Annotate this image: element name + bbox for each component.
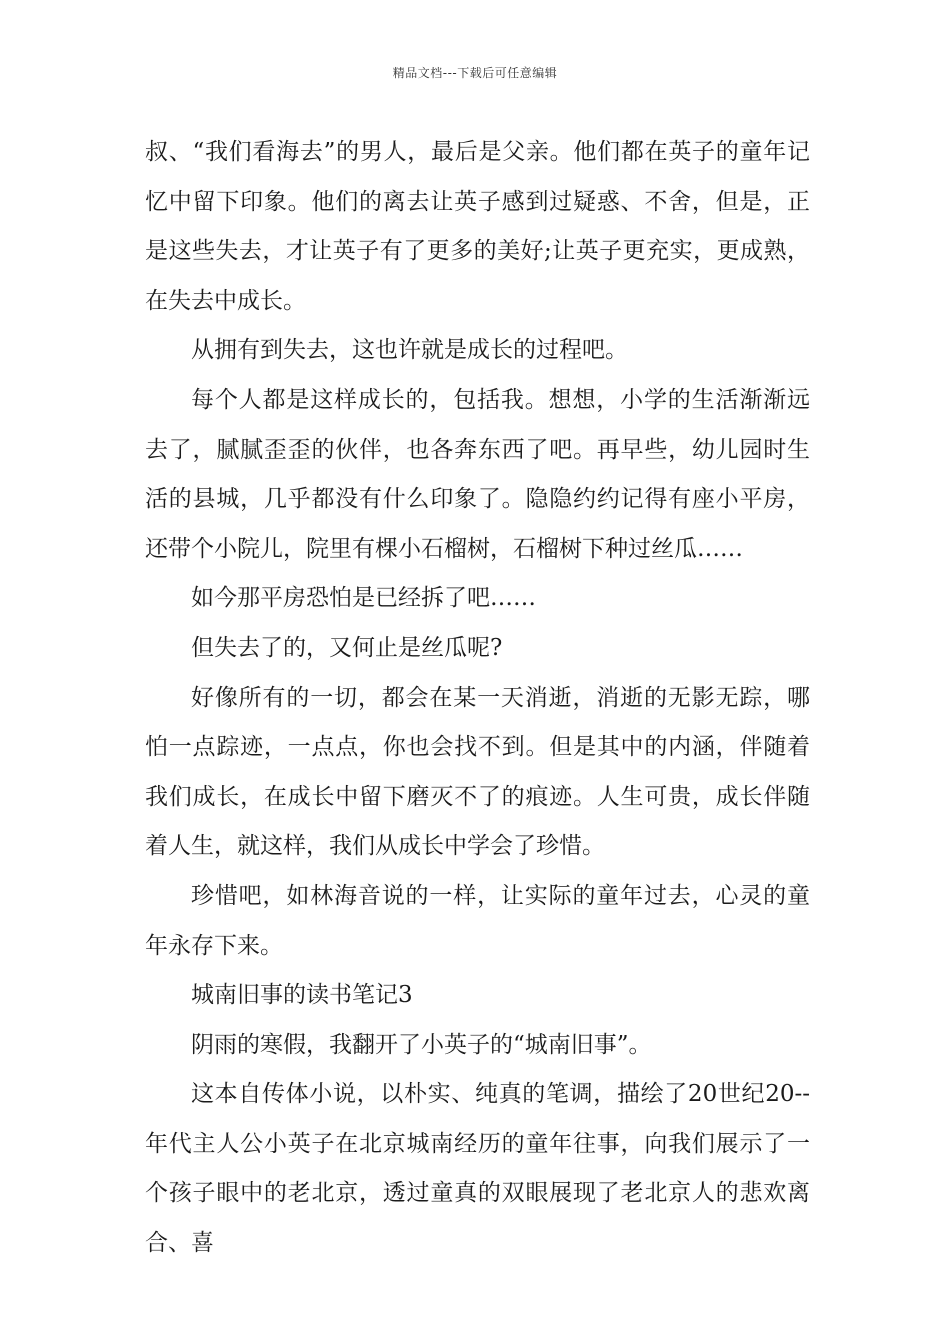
paragraph: 如今那平房恐怕是已经拆了吧……: [191, 585, 536, 612]
paragraph: 但失去了的，又何止是丝瓜呢?: [191, 634, 503, 661]
paragraph: 珍惜吧，如林海音说的一样，让实际的童年过去，心灵的童年永存下来。: [145, 882, 810, 959]
paragraph: 叔、“我们看海去”的男人，最后是父亲。他们都在英子的童年记忆中留下印象。他们的离去让英子感到过疑惑、不舍，但是，正是这些失去，才让英子有了更多的美好;让英子更充实，更成熟，在失去中成长。: [145, 139, 810, 314]
page-header: 精品文档---下载后可任意编辑: [392, 66, 558, 80]
paragraph: 阴雨的寒假，我翻开了小英子的“城南旧事”。: [191, 1031, 652, 1058]
paragraph: 从拥有到失去，这也许就是成长的过程吧。: [191, 337, 628, 364]
paragraph: 每个人都是这样成长的，包括我。想想，小学的生活渐渐远去了，腻腻歪歪的伙伴，也各奔东西了吧。再早些，幼儿园时生活的县城，几乎都没有什么印象了。隐隐约约记得有座小平房，还带个小院儿，院里有棵小石榴树，石榴树下种过丝瓜……: [145, 386, 810, 562]
document-body: [145, 128, 810, 1269]
paragraph: 这本自传体小说，以朴实、纯真的笔调，描绘了20世纪20--年代主人公小英子在北京城南经历的童年往事，向我们展示了一个孩子眼中的老北京，透过童真的双眼展现了老北京人的悲欢离合、喜: [145, 1081, 810, 1257]
section-heading: 城南旧事的读书笔记3: [191, 982, 413, 1009]
paragraph: 好像所有的一切，都会在某一天消逝，消逝的无影无踪，哪怕一点踪迹，一点点，你也会找不到。但是其中的内涵，伴随着我们成长，在成长中留下磨灭不了的痕迹。人生可贵，成长伴随着人生，就这样，我们从成长中学会了珍惜。: [145, 684, 810, 860]
